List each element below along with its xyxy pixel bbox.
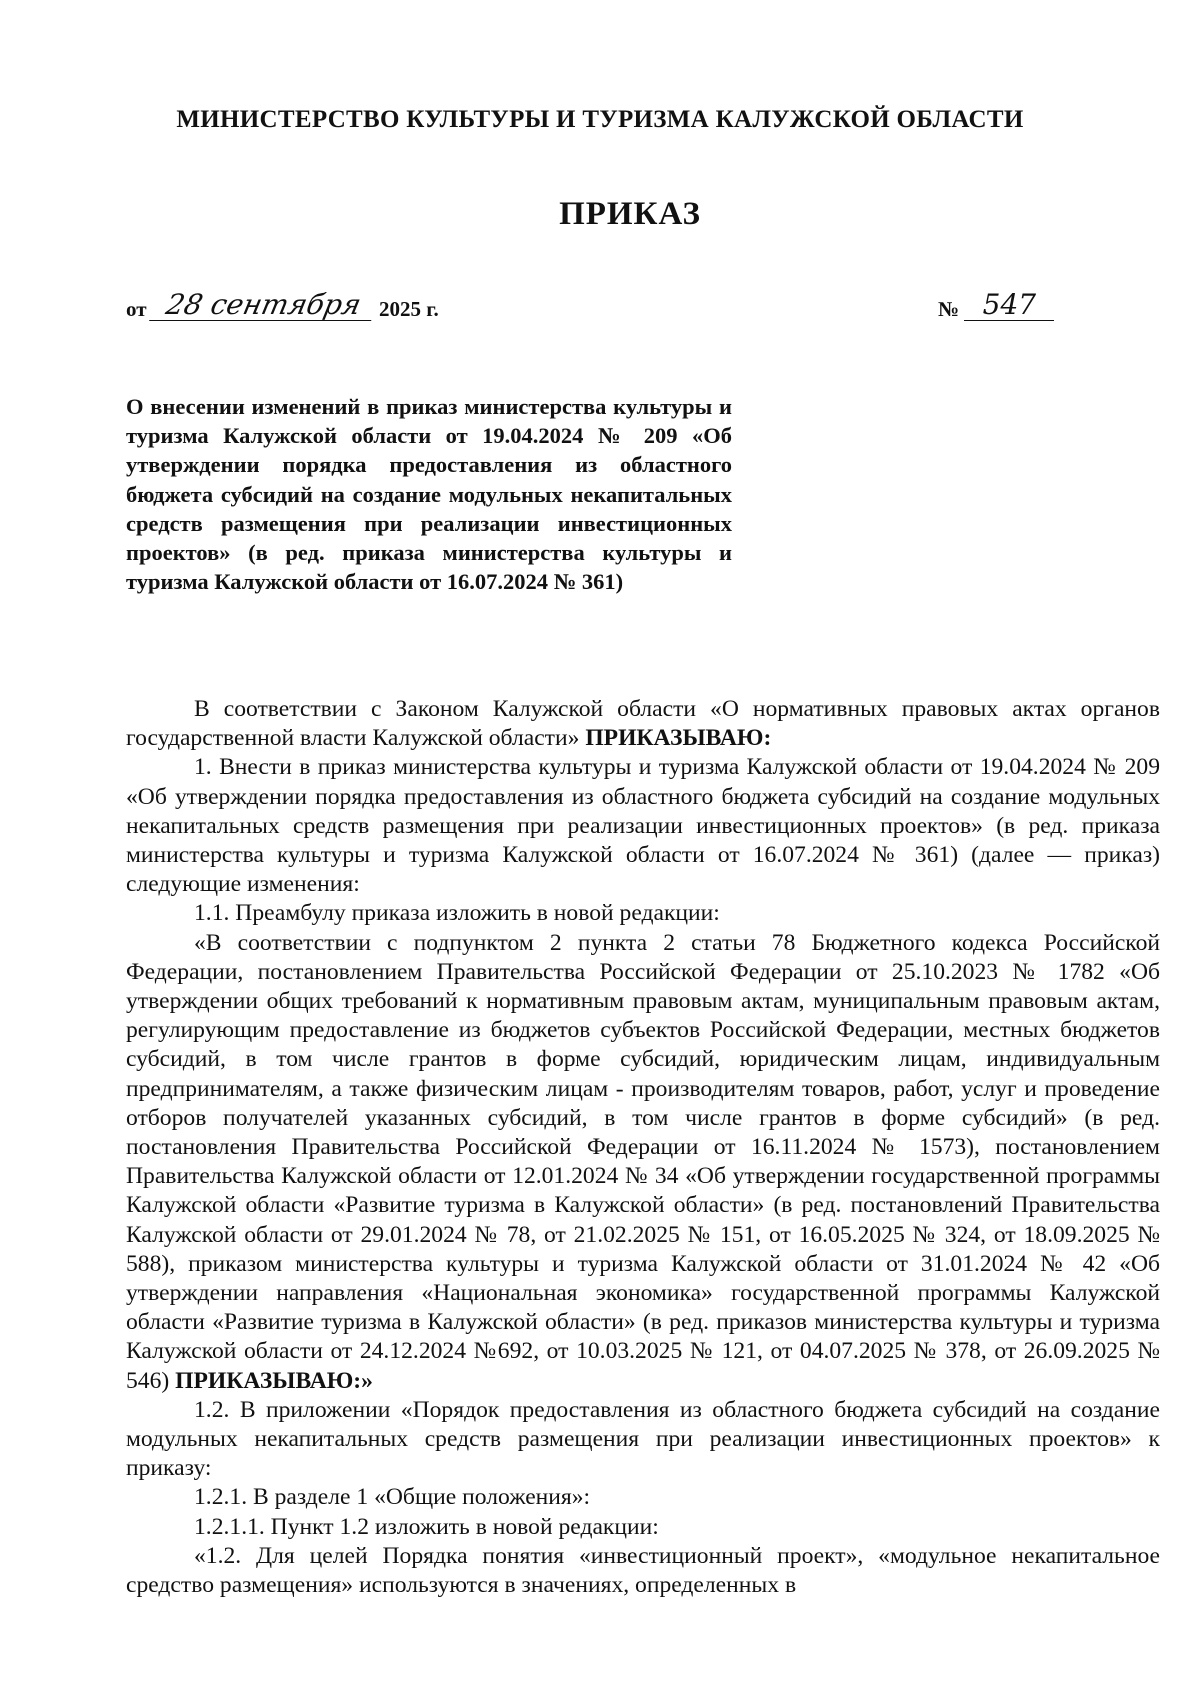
date-prefix: от xyxy=(126,297,147,321)
document-type-title: ПРИКАЗ xyxy=(559,196,701,232)
order-number xyxy=(938,288,1054,323)
paragraph-1-1: 1.1. Преамбулу приказа изложить в новой редакции: xyxy=(194,900,720,927)
order-subject: О внесении изменений в приказ министерства культуры и туризма Калужской области от 19.04.2024 № 209 «Об утверждении порядка предоставления из областного бюджета субсидий на создание модульных некапитальных средств размещения при реализации инвестиционных проектов» (в ред. приказа министерства культуры и туризма Калужской области от 16.07.2024 № 361) xyxy=(126,394,732,595)
preamble-paragraph xyxy=(126,695,1160,753)
order-body xyxy=(126,695,1160,1600)
preamble-order-word: ПРИКАЗЫВАЮ: xyxy=(585,725,772,752)
date-year: 2025 г. xyxy=(379,297,439,321)
new-preamble-text: «В соответствии с подпунктом 2 пункта 2 статьи 78 Бюджетного кодекса Российской Федерации, постановлением Правительства Российской Федерации от 25.10.2023 № 1782 «Об утверждении общих требований к нормативным правовым актам, муниципальным правовым актам, регулирующим предоставление из бюджетов субъектов Российской Федерации, местных бюджетов субсидий, в том числе грантов в форме субсидий, юридическим лицам, индивидуальным предпринимателям, а также физическим лицам - производителям товаров, работ, услуг и проведение отборов получателей указанных субсидий, в том числе грантов в форме субсидий» (в ред. постановления Правительства Российской Федерации от 16.11.2024 № 1573), постановлением Правительства Калужской области от 12.01.2024 № 34 «Об утверждении государственной программы Калужской области «Развитие туризма в Калужской области» (в ред. постановлений Правительства Калужской области от 29.01.2024 № 78, от 21.02.2025 № 151, от 16.05.2025 № 324, от 18.09.2025 № 588), приказом министерства культуры и туризма Калужской области от 31.01.2024 № 42 «Об утверждении направления «Национальная экономика» государственной программы Калужской области «Развитие туризма в Калужской области» (в ред. приказов министерства культуры и туризма Калужской области от 24.12.2024 №692, от 10.03.2025 № 121, от 04.07.2025 № 378, от 26.09.2025 № 546) xyxy=(126,929,1160,1394)
order-date xyxy=(126,288,439,323)
preamble-text: В соответствии с Законом Калужской области «О нормативных правовых актах органов государственной власти Калужской области» xyxy=(126,696,1160,752)
paragraph-1-2-quote: «1.2. Для целей Порядка понятия «инвестиционный проект», «модульное некапитальное средство размещения» используются в значениях, определенных в xyxy=(126,1542,1160,1599)
handwritten-date: 28 сентября xyxy=(149,294,377,321)
handwritten-number: 547 xyxy=(964,294,1054,321)
ministry-heading: МИНИСТЕРСТВО КУЛЬТУРЫ И ТУРИЗМА КАЛУЖСКОЙ ОБЛАСТИ xyxy=(176,106,1024,133)
paragraph-1-2-1-1: 1.2.1.1. Пункт 1.2 изложить в новой редакции: xyxy=(194,1513,659,1540)
paragraph-1-2-1: 1.2.1. В разделе 1 «Общие положения»: xyxy=(194,1484,591,1511)
paragraph-1: 1. Внести в приказ министерства культуры и туризма Калужской области от 19.04.2024 № 209 «Об утверждении порядка предоставления из областного бюджета субсидий на создание модульных некапитальных средств размещения при реализации инвестиционных проектов» (в ред. приказа министерства культуры и туризма Калужской области от 16.07.2024 № 361) (далее — приказ) следующие изменения: xyxy=(126,754,1160,898)
new-preamble-order-word: ПРИКАЗЫВАЮ:» xyxy=(175,1367,373,1394)
number-prefix: № xyxy=(938,297,960,321)
new-preamble-paragraph xyxy=(126,929,1160,1396)
paragraph-1-2: 1.2. В приложении «Порядок предоставления из областного бюджета субсидий на создание модульных некапитальных средств размещения при реализации инвестиционных проектов» к приказу: xyxy=(126,1396,1160,1482)
